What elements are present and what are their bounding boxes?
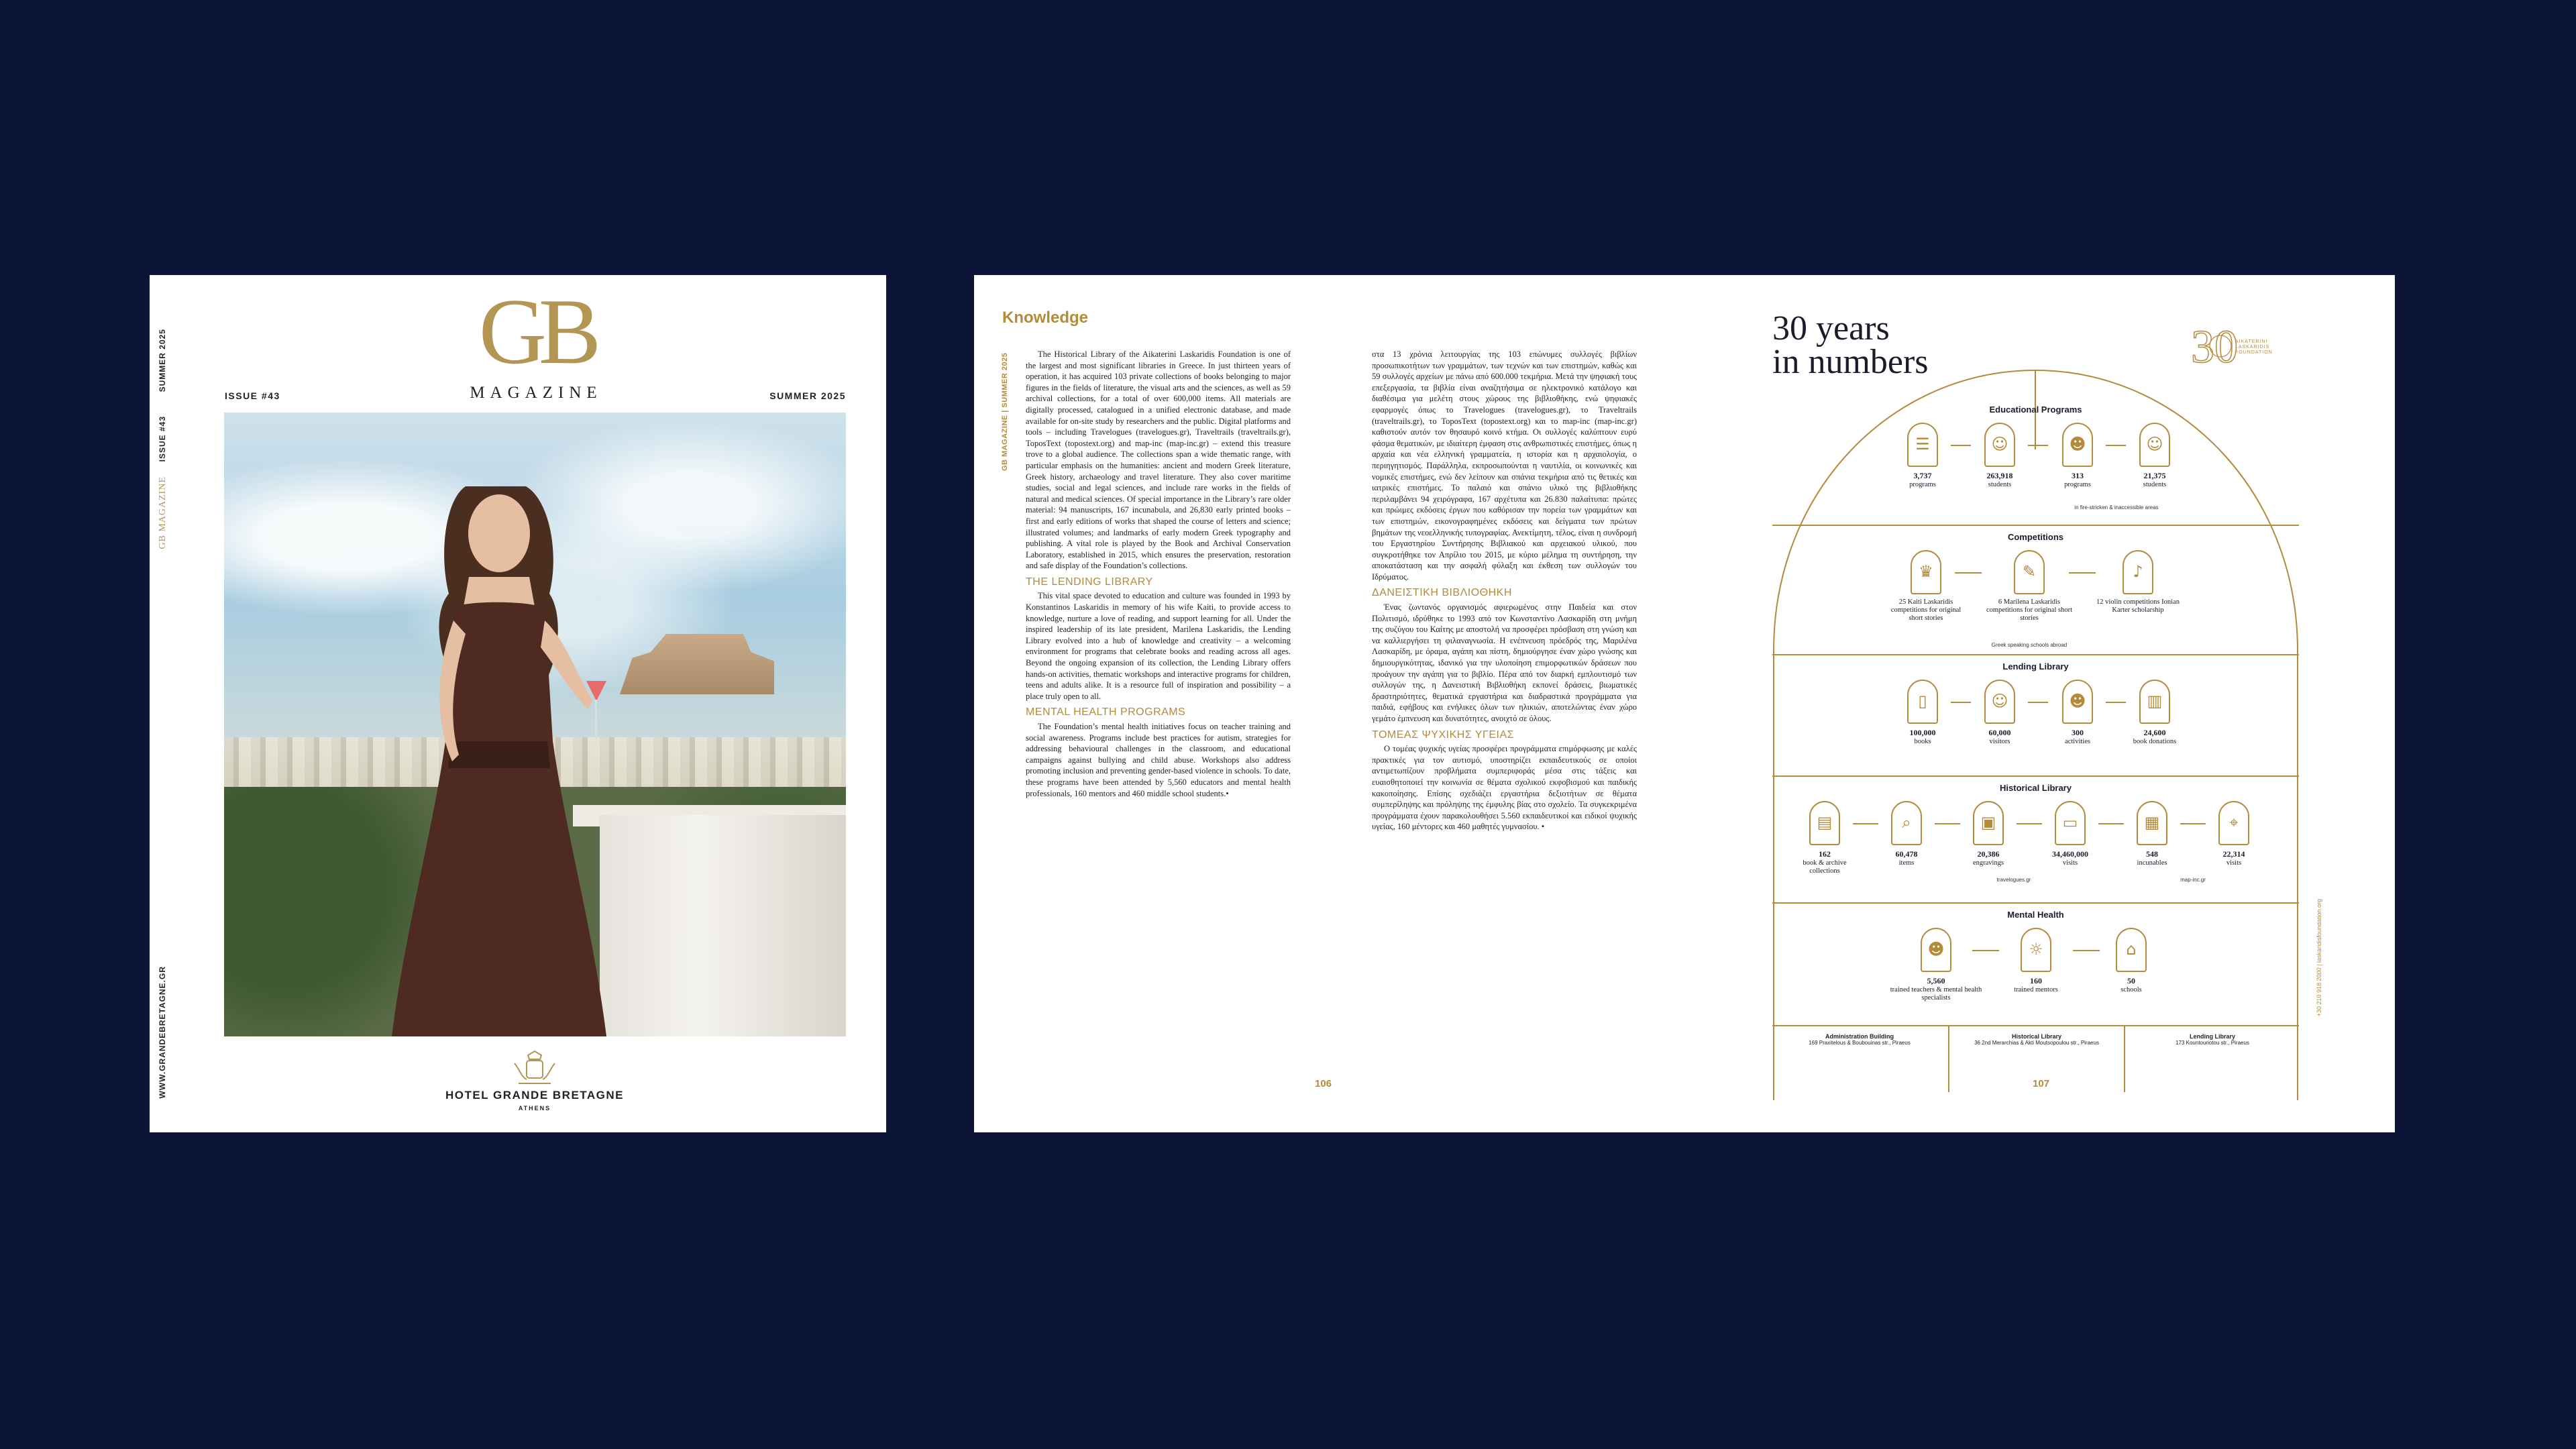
search-book-icon: ⌕ (1891, 801, 1922, 845)
page-number-left: 106 (1315, 1078, 1332, 1089)
section-historical-library: Historical Library (2000, 783, 2072, 793)
stat-historical-items: ⌕ 60,478 items (1870, 801, 1943, 867)
article-subheading: MENTAL HEALTH PROGRAMS (1026, 706, 1186, 718)
map-icon: ⌖ (2218, 801, 2249, 845)
book-icon: ☰ (1907, 423, 1938, 467)
stat-lending-activities: ☻ 300 activities (2041, 680, 2114, 746)
magazine-spread (974, 275, 2395, 1132)
stat-map-visits: ⌖ 22,314 visits (2197, 801, 2271, 867)
stat-marilena-competitions: ✎ 6 Marilena Laskaridis competitions for original short stories (1986, 550, 2073, 623)
manuscript-icon: ▦ (2137, 801, 2167, 845)
article-paragraph: Ένας ζωντανός οργανισμός αφιερωμένος στην Παιδεία και στον Πολιτισμό, ιδρύθηκε το 1993 από τον Κωνσταντίνο Λασκαρίδη στη μνήμη της συζύγου του Καίτης με αποστολή να προσφέρει πρόσβαση στη γνώση και να καλλιεργήσει τη φιλαναγνωσία. Η ενέπνευση πρόεδρός της, Μαριλένα Λασκαρίδη, με όραμα, αγάπη και πίστη, δημιούργησε έναν χώρο γνώσης και δημιουργικότητας, ιδανικό για την υλοποίηση επιμορφωτικών δράσεων που προάγουν την αγάπη για το βιβλίο. Πέρα από τον διαρκή εμπλουτισμό των συλλογών της, η Δανειστική Βιβλιοθήκη εκπονεί δράσεις, βιωματικές δραστηριότητες, θεματικά εργαστήρια και διαδραστικά προγράμματα για παιδιά, εφήβους και ενήλικες όλων των ηλικιών, αποτελώντας έναν χώρο γεμάτο έμπνευση και δυνατότητες, ανοιχτό σε όλους. (1372, 602, 1637, 723)
section-competitions: Competitions (2007, 532, 2064, 542)
stat-schools: ⌂ 50 schools (2094, 928, 2168, 994)
violin-icon: ♪ (2123, 550, 2153, 594)
address-lending: Lending Library 173 Kountouriotou str., Piraeus (2176, 1033, 2249, 1046)
page-number-right: 107 (2033, 1078, 2050, 1089)
section-title: Knowledge (1002, 309, 1089, 327)
archive-icon: ▤ (1809, 801, 1840, 845)
article-subheading: THE LENDING LIBRARY (1026, 576, 1153, 588)
stat-historical-engravings: ▣ 20,386 engravings (1951, 801, 2025, 867)
spine-magazine: GB MAGAZINE (158, 476, 168, 549)
teacher-icon: ☻ (1921, 928, 1951, 972)
stat-historical-collections: ▤ 162 book & archive collections (1788, 801, 1862, 875)
spine-season: SUMMER 2025 (158, 329, 167, 392)
stat-educational-programs: ☰ 3,737 programs (1886, 423, 1960, 489)
article-paragraph: The Historical Library of the Aikaterini Laskaridis Foundation is one of the largest and most significant libraries in Greece. In just thirteen years of operation, it has acquired 103 private collections of books belonging to major figures in the fields of literature, the visual arts and the sciences, as well as 59 archival collections, for a total of over 600,000 items. All materials are digitally processed, catalogued in a unified electronic database, and made available for on-site study by researchers and the public. Digital platforms and tools – including Travelogues (travelogues.gr), Traveltrails (traveltrails.gr), ToposText (topostext.org) and map-inc (map-inc.gr) – extend this treasure trove to a global audience. The collections span a wide thematic range, with particular emphasis on the humanities: ancient and modern Greek literature, Greek history, archaeology and travel literature. They also cover maritime studies, social and legal sciences, and include rare works in the fields of natural and medical sciences. Of special importance in the Library’s rare older material: 94 manuscripts, 167 incunabula, and 26,830 early printed books – first and early editions of works that shaped the course of letters and science; illustrated volumes; and landmarks of early modern Greek typography and publishing. A vital role is played by the Book and Archival Conservation Laboratory, established in 2015, which ensures the preservation, restoration and safe display of the Foundation’s collections. (1026, 350, 1291, 571)
competitions-note: Greek speaking schools abroad (1991, 642, 2068, 648)
hotel-crest-icon (508, 1050, 561, 1087)
magazine-cover (150, 275, 886, 1132)
article-paragraph: The Foundation’s mental health initiatives focus on teacher training and social awareness. Programs include best practices for autism, strategies for addressing behavioural challenges in the classroom, and educational campaigns against bullying and child abuse. Workshops also address promoting inclusion and preventing gender-based violence in schools. To date, these programs have been attended by 5,560 educators and mental health professionals, 160 mentors and 460 middle school students.• (1026, 722, 1291, 798)
quill-icon: ✎ (2014, 550, 2045, 594)
article-paragraph: This vital space devoted to education and culture was founded in 1993 by Konstantinos Laskaridis in memory of his wife Kaiti, to provide access to knowledge, nurture a love of reading, and support learning for all. Under the inspired leadership of its late president, Marilena Laskaridis, the Lending Library evolved into a hub of knowledge and creativity – a welcoming environment for programs that celebrate books and reading across all ages. Beyond the ongoing expansion of its collection, the Lending Library offers hands-on activities, thematic workshops and interactive programs for children, teens and adults alike. It is a resource full of inspiration and possibility – a place truly open to all. (1026, 591, 1291, 701)
teacher-icon: ☻ (2062, 423, 2093, 467)
issue-season: SUMMER 2025 (769, 390, 846, 401)
cover-photo (224, 413, 846, 1036)
bookshelf-icon: ▥ (2139, 680, 2170, 724)
section-lending-library: Lending Library (2002, 661, 2069, 672)
stat-remote-students: ☺ 21,375 students (2118, 423, 2192, 489)
article-paragraph: Ο τομέας ψυχικής υγείας προσφέρει προγράμματα επιμόρφωσης με καλές πρακτικές για τον αυτισμό, υποστηρίζει εκπαιδευτικούς σε οποίοι αντιμετωπίζουν προβλήματα συμπεριφοράς μέσα στις τάξεις και ευαισθητοποιεί την κοινωνία σε θέματα σχολικού εκφοβισμού και παιδικής κακοποίησης. Επίσης σχεδιάζει εργαστήρια δεξιοτήτων σε θέματα συμπερίληψης και πρόληψης της έμφυλης βίας στο σχολείο. Τα συγκεκριμένα προγράμματα έχουν παρακολουθήσει 5.560 εκπαιδευτικοί και ειδικοί ψυχικής υγείας, 160 μέντορες και 460 μαθητές γυμνασίου. • (1372, 744, 1637, 832)
historical-note-travelogues: travelogues.gr (1996, 877, 2031, 883)
stat-historical-incunables: ▦ 548 incunables (2115, 801, 2189, 867)
issue-number: ISSUE #43 (225, 390, 280, 401)
infographic-title-line2: in numbers (1772, 343, 1929, 381)
section-mental-health: Mental Health (2007, 910, 2064, 920)
stat-historical-visits: ▭ 34,460,000 visits (2033, 801, 2107, 867)
stat-kaiti-competitions: ♛ 25 Kaiti Laskaridis competitions for original short stories (1886, 550, 1966, 623)
article-column-english (1026, 349, 1291, 799)
article-subheading: ΔΑΝΕΙΣΤΙΚΗ ΒΙΒΛΙΟΘΗΚΗ (1372, 587, 1512, 599)
students-icon: ☺ (2139, 423, 2170, 467)
stat-violin-competitions: ♪ 12 violin competitions Ionian Karter scholarship (2094, 550, 2182, 614)
spine-issue: ISSUE #43 (158, 416, 167, 462)
spine-url: WWW.GRANDEBRETAGNE.GR (158, 966, 167, 1099)
visitors-icon: ☺ (1984, 680, 2015, 724)
hotel-city: ATHENS (518, 1105, 551, 1112)
article-paragraph: στα 13 χρόνια λειτουργίας της 103 επώνυμες συλλογές βιβλίων προσωπικοτήτων των γραμμάτων, των τεχνών και των επιστημών, καθώς και 59 συλλογές αρχείων με πάνω από 600.000 τεκμήρια. Μετά την ψηφιακή τους επεξεργασία, τα βιβλία είναι αναζητήσιμα σε ηλεκτρονικό κατάλογο και διαθέσιμα για μελέτη στους χώρους της βιβλιοθήκης, ενώ ψηφιακές εφαρμογές όπως το Travelogues (travelogues.gr), το Traveltrails (traveltrails.gr), το ToposText (topostext.org) και το map-inc (map-inc.gr) καθιστούν αυτόν τον θησαυρό κοινό κτήμα. Οι συλλογές καλύπτουν ευρύ φάσμα θεματικών, με ιδιαίτερη έμφαση στις ανθρωπιστικές επιστήμες, όπως η αρχαία και νέα ελληνική γραμματεία, η ιστορία και η αρχαιολογία, ο περιηγητισμός. Παράλληλα, εκπροσωπούνται η ναυτιλία, οι κοινωνικές και νομικές επιστήμες, ενώ δεν λείπουν και σπάνια τεκμήρια από τις θετικές και ιατρικές επιστήμες. Το παλαιό και σπάνιο υλικό της βιβλιοθήκης περιλαμβάνει 94 χειρόγραφα, 167 αρχέτυπα και 26.830 παλαίτυπα: πρώτες και πρώιμες εκδόσεις έργων που καθόρισαν την πορεία των γραμμάτων και των επιστημών, εικονογραφημένες εκδόσεις και δείγματα των πρώτων βημάτων της νεοελληνικής τυπογραφίας. Ανεκτίμητη, τέλος, είναι η συνδρομή του Εργαστηρίου Συντήρησης Βιβλιακού και αρχειακού υλικού, που συγκροτήθηκε τον Απρίλιο του 2015, με κύριο μέλημα τη συντήρηση, την αποκατάσταση και την ασφαλή φύλαξη και έκθεση των συλλογών του Ιδρύματος. (1372, 350, 1637, 582)
model-figure-icon (392, 460, 606, 1036)
stat-educational-students: ☺ 263,918 students (1963, 423, 2037, 489)
students-icon: ☺ (1984, 423, 2015, 467)
screen-icon: ▭ (2055, 801, 2086, 845)
foundation-contact: +30 210 918 2000 | laskaridisfoundation.org (2316, 899, 2322, 1017)
activity-icon: ☻ (2062, 680, 2093, 724)
lightbulb-icon: ☼ (2021, 928, 2051, 972)
address-historical: Historical Library 36 2nd Merarchias & Akti Moutsopoulou str., Piraeus (1974, 1033, 2099, 1046)
logo-number: 30 (2191, 321, 2238, 373)
address-administration: Administration Building 169 Praxitelous & Boubouinas str., Piraeus (1809, 1033, 1911, 1046)
engraving-icon: ▣ (1973, 801, 2004, 845)
stat-lending-books: ▯ 100,000 books (1886, 680, 1960, 746)
running-head: GB MAGAZINE | SUMMER 2025 (1001, 352, 1009, 471)
magazine-wordmark: MAGAZINE (470, 384, 602, 402)
gb-logo: GB (478, 280, 594, 384)
article-subheading: ΤΟΜΕΑΣ ΨΥΧΙΚΗΣ ΥΓΕΙΑΣ (1372, 729, 1515, 741)
article-column-greek (1372, 349, 1637, 833)
trophy-icon: ♛ (1911, 550, 1941, 594)
school-icon: ⌂ (2116, 928, 2147, 972)
stat-lending-visitors: ☺ 60,000 visitors (1963, 680, 2037, 746)
foundation-logo-text: AIKATERINI LASKARIDIS FOUNDATION (2235, 339, 2273, 355)
book-icon: ▯ (1907, 680, 1938, 724)
section-educational: Educational Programs (1989, 405, 2082, 415)
hotel-name: HOTEL GRANDE BRETAGNE (445, 1089, 625, 1102)
infographic-title-line1: 30 years (1772, 309, 1890, 347)
stat-lending-donations: ▥ 24,600 book donations (2118, 680, 2192, 746)
historical-note-mapinc: map-inc.gr (2180, 877, 2206, 883)
stat-trained-mentors: ☼ 160 trained mentors (1999, 928, 2073, 994)
stat-remote-programs: ☻ 313 programs (2041, 423, 2114, 489)
stat-trained-teachers: ☻ 5,560 trained teachers & mental health specialists (1889, 928, 1983, 1002)
educational-note: in fire-stricken & inaccessible areas (2074, 504, 2159, 511)
